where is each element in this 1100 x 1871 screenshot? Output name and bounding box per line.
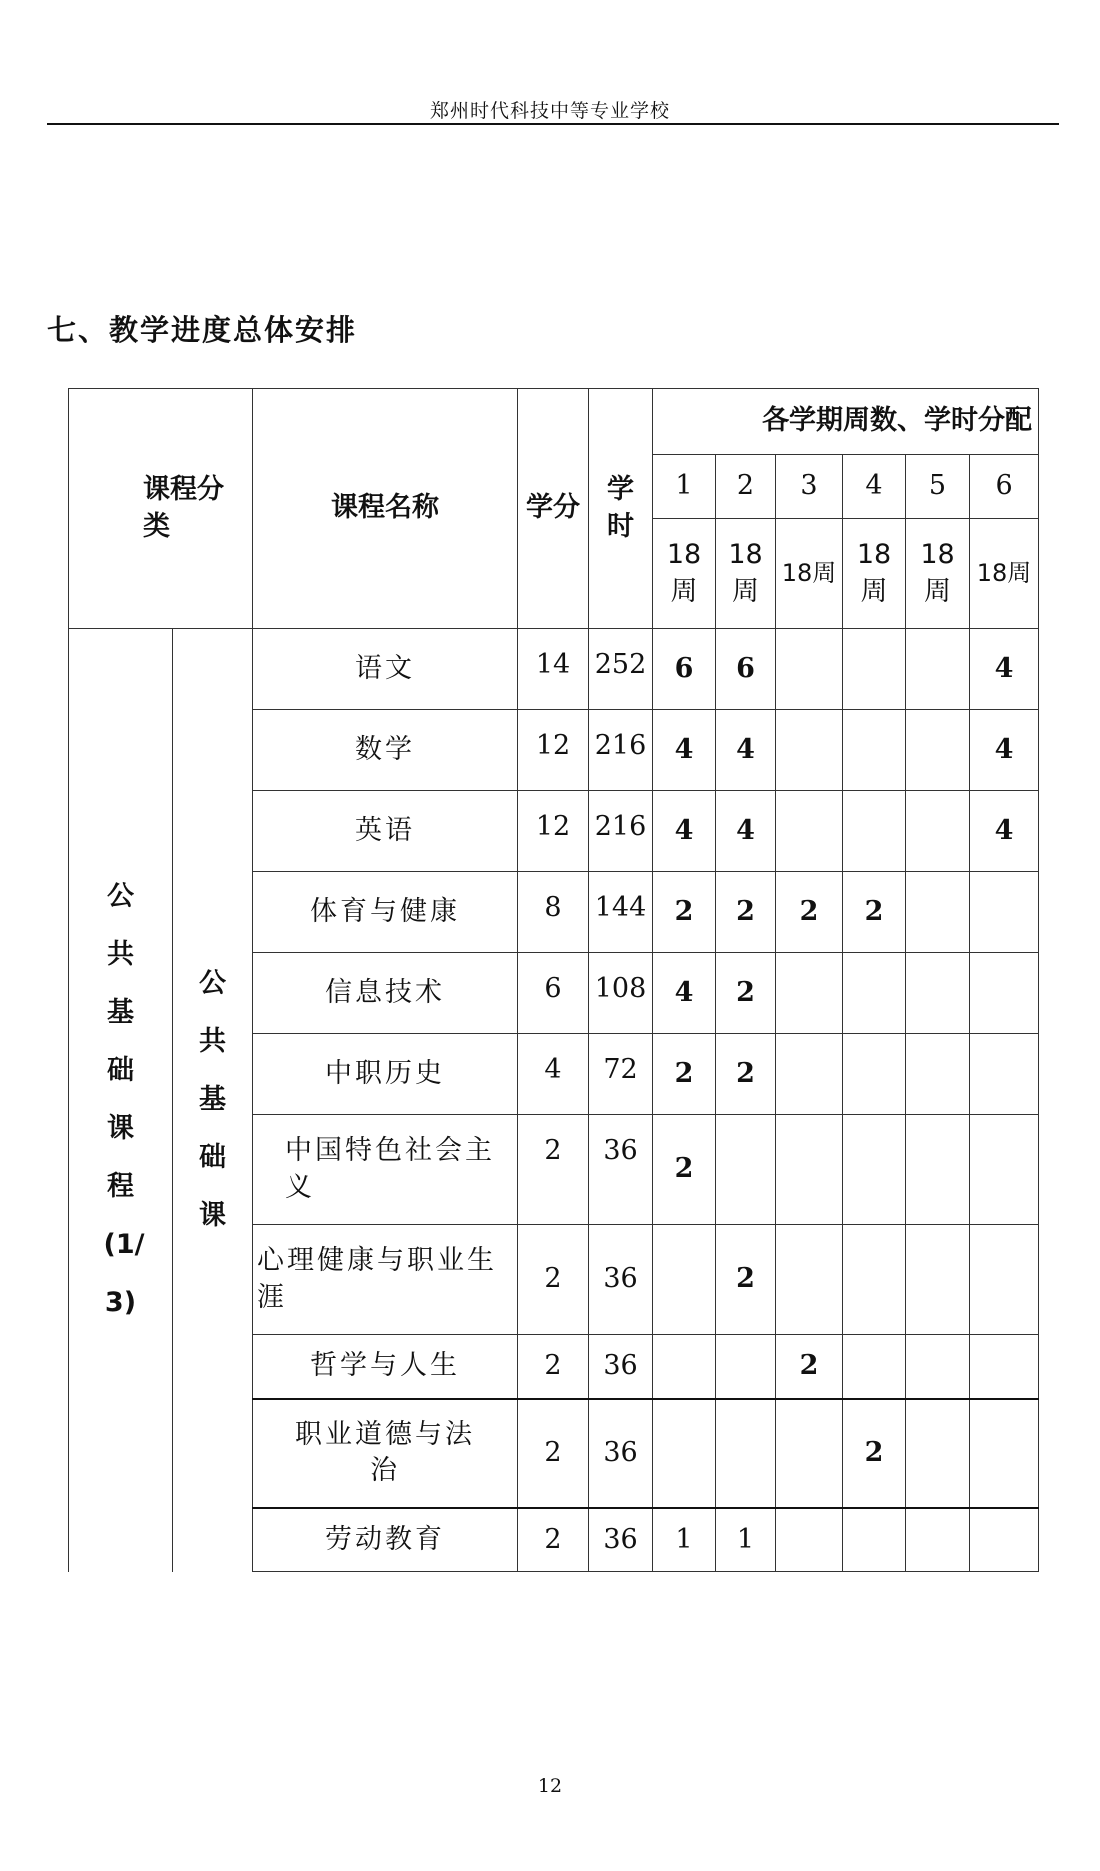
course-hours: 108 xyxy=(589,953,653,1034)
course-hours: 36 xyxy=(589,1399,653,1508)
term-3-hours xyxy=(776,629,843,710)
course-name: 体育与健康 xyxy=(253,872,518,953)
term-4-hours xyxy=(843,953,906,1034)
header-term-3: 3 xyxy=(776,455,843,519)
schedule-table xyxy=(68,388,1039,1572)
term-4-hours: 2 xyxy=(843,872,906,953)
term-1-hours xyxy=(653,1225,716,1335)
term-3-hours xyxy=(776,1508,843,1572)
term-1-hours: 6 xyxy=(653,629,716,710)
term-6-hours xyxy=(970,953,1039,1034)
term-4-hours xyxy=(843,1034,906,1115)
course-credits: 14 xyxy=(518,629,589,710)
term-1-hours: 2 xyxy=(653,1115,716,1225)
term-3-hours xyxy=(776,1225,843,1335)
term-2-hours: 2 xyxy=(716,872,776,953)
course-name: 哲学与人生 xyxy=(253,1335,518,1399)
term-6-hours xyxy=(970,1225,1039,1335)
course-hours: 36 xyxy=(589,1225,653,1335)
term-1-hours: 1 xyxy=(653,1508,716,1572)
page-header: 郑州时代科技中等专业学校 xyxy=(429,100,670,122)
header-term-6: 6 xyxy=(970,455,1039,519)
course-name: 信息技术 xyxy=(253,953,518,1034)
term-3-hours: 2 xyxy=(776,872,843,953)
term-3-hours xyxy=(776,1399,843,1508)
term-2-hours xyxy=(716,1399,776,1508)
header-term-allocation: 各学期周数、学时分配 xyxy=(653,389,1039,455)
course-name: 中职历史 xyxy=(253,1034,518,1115)
term-5-hours xyxy=(906,1225,970,1335)
term-4-hours: 2 xyxy=(843,1399,906,1508)
course-name: 中国特色社会主义 xyxy=(253,1115,518,1225)
header-rule xyxy=(47,123,1059,125)
course-credits: 2 xyxy=(518,1399,589,1508)
term-2-hours xyxy=(716,1335,776,1399)
course-name: 心理健康与职业生涯 xyxy=(253,1225,518,1335)
course-credits: 2 xyxy=(518,1115,589,1225)
course-hours: 252 xyxy=(589,629,653,710)
course-credits: 2 xyxy=(518,1225,589,1335)
term-4-hours xyxy=(843,1115,906,1225)
course-credits: 4 xyxy=(518,1034,589,1115)
section-title: 七、教学进度总体安排 xyxy=(47,313,358,347)
course-credits: 6 xyxy=(518,953,589,1034)
term-4-hours xyxy=(843,629,906,710)
term-5-hours xyxy=(906,710,970,791)
header-weeks-5: 18周 xyxy=(906,519,970,629)
term-3-hours xyxy=(776,1115,843,1225)
course-name: 语文 xyxy=(253,629,518,710)
term-6-hours: 4 xyxy=(970,629,1039,710)
term-5-hours xyxy=(906,872,970,953)
course-name: 劳动教育 xyxy=(253,1508,518,1572)
header-weeks-2: 18周 xyxy=(716,519,776,629)
term-5-hours xyxy=(906,791,970,872)
term-2-hours: 2 xyxy=(716,953,776,1034)
course-hours: 216 xyxy=(589,791,653,872)
course-hours: 36 xyxy=(589,1335,653,1399)
course-name: 英语 xyxy=(253,791,518,872)
term-3-hours xyxy=(776,953,843,1034)
term-6-hours: 4 xyxy=(970,791,1039,872)
term-6-hours xyxy=(970,1508,1039,1572)
header-course-name: 课程名称 xyxy=(253,389,518,629)
term-1-hours xyxy=(653,1399,716,1508)
term-4-hours xyxy=(843,791,906,872)
term-6-hours xyxy=(970,1335,1039,1399)
category-main-text: 公共基础课程(1/3) xyxy=(103,881,145,1319)
term-1-hours: 4 xyxy=(653,710,716,791)
header-term-4: 4 xyxy=(843,455,906,519)
course-hours: 36 xyxy=(589,1115,653,1225)
course-hours: 72 xyxy=(589,1034,653,1115)
header-hours: 学时 xyxy=(589,389,653,629)
term-6-hours xyxy=(970,1115,1039,1225)
term-1-hours xyxy=(653,1335,716,1399)
term-2-hours: 1 xyxy=(716,1508,776,1572)
term-1-hours: 2 xyxy=(653,872,716,953)
term-4-hours xyxy=(843,1335,906,1399)
course-name: 数学 xyxy=(253,710,518,791)
category-sub xyxy=(173,629,253,1572)
header-weeks-3: 18周 xyxy=(776,519,843,629)
term-4-hours xyxy=(843,710,906,791)
header-weeks-4: 18周 xyxy=(843,519,906,629)
term-2-hours: 4 xyxy=(716,791,776,872)
term-6-hours xyxy=(970,872,1039,953)
course-credits: 2 xyxy=(518,1508,589,1572)
category-main xyxy=(69,629,173,1572)
term-6-hours xyxy=(970,1399,1039,1508)
header-category: 课程分类 xyxy=(69,389,253,629)
header-term-2: 2 xyxy=(716,455,776,519)
term-5-hours xyxy=(906,953,970,1034)
term-5-hours xyxy=(906,1115,970,1225)
term-5-hours xyxy=(906,1335,970,1399)
course-hours: 36 xyxy=(589,1508,653,1572)
course-credits: 2 xyxy=(518,1335,589,1399)
term-3-hours xyxy=(776,710,843,791)
course-hours: 216 xyxy=(589,710,653,791)
term-2-hours: 2 xyxy=(716,1034,776,1115)
course-credits: 12 xyxy=(518,710,589,791)
term-1-hours: 2 xyxy=(653,1034,716,1115)
term-5-hours xyxy=(906,1034,970,1115)
term-2-hours xyxy=(716,1115,776,1225)
course-name: 职业道德与法治 xyxy=(253,1399,518,1508)
term-5-hours xyxy=(906,1508,970,1572)
table-row xyxy=(69,629,1039,710)
term-2-hours: 6 xyxy=(716,629,776,710)
header-term-5: 5 xyxy=(906,455,970,519)
category-sub-text: 公共基础课 xyxy=(199,968,226,1232)
term-3-hours: 2 xyxy=(776,1335,843,1399)
term-3-hours xyxy=(776,791,843,872)
term-5-hours xyxy=(906,629,970,710)
term-3-hours xyxy=(776,1034,843,1115)
header-weeks-6: 18周 xyxy=(970,519,1039,629)
header-term-1: 1 xyxy=(653,455,716,519)
term-4-hours xyxy=(843,1225,906,1335)
term-1-hours: 4 xyxy=(653,953,716,1034)
term-2-hours: 4 xyxy=(716,710,776,791)
page-number: 12 xyxy=(537,1775,563,1797)
course-credits: 8 xyxy=(518,872,589,953)
term-5-hours xyxy=(906,1399,970,1508)
term-6-hours xyxy=(970,1034,1039,1115)
header-credits: 学分 xyxy=(518,389,589,629)
course-credits: 12 xyxy=(518,791,589,872)
header-weeks-1: 18周 xyxy=(653,519,716,629)
term-4-hours xyxy=(843,1508,906,1572)
term-6-hours: 4 xyxy=(970,710,1039,791)
term-2-hours: 2 xyxy=(716,1225,776,1335)
course-hours: 144 xyxy=(589,872,653,953)
term-1-hours: 4 xyxy=(653,791,716,872)
